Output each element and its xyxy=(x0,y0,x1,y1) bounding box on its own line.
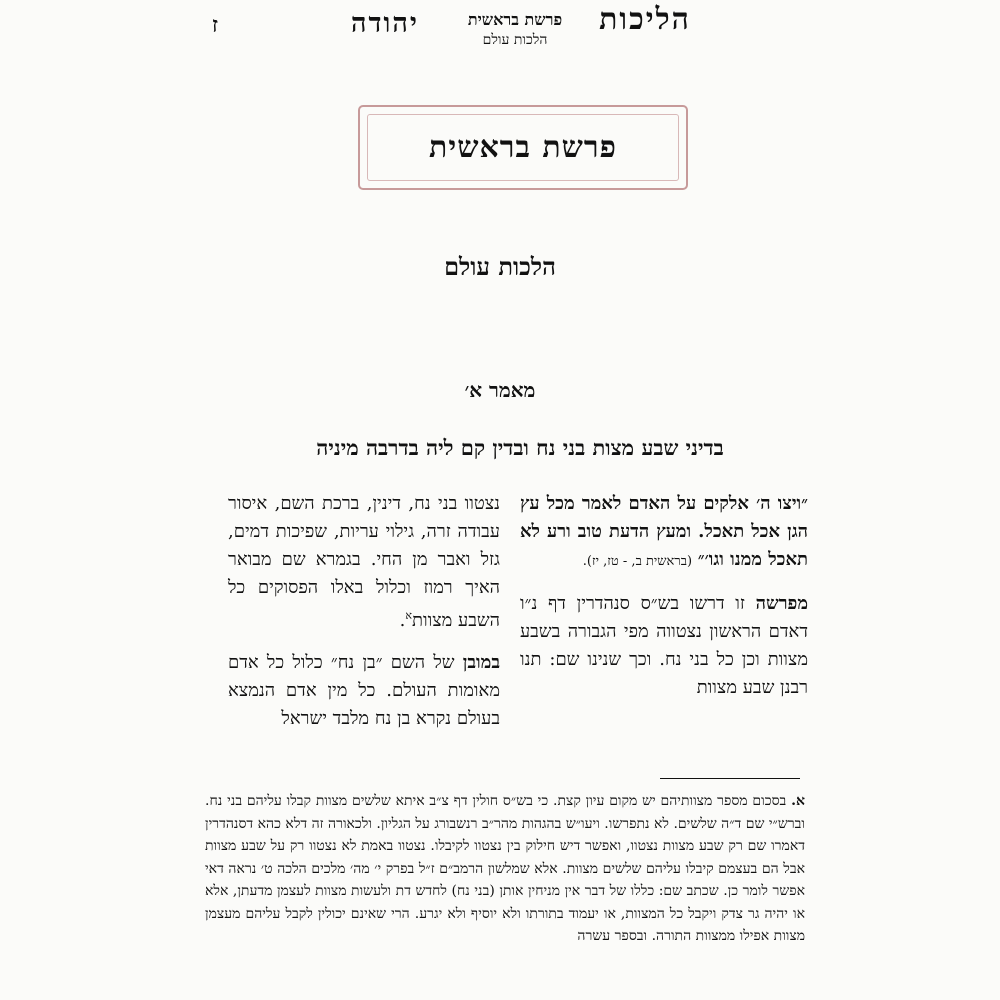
running-header-right: הליכות xyxy=(599,2,691,37)
footnote-text: בסכום מספר מצוותיהם יש מקום עיון קצת. כי בש״ס חולין דף צ״ב איתא שלשים מצוות קבלו עליהם בני נח. וברש״י שם ד״ה שלשים. לא נתפרשו. ויעו״ש בהגהות מהר״ב רנשבורג על הגליון. ולכאורה זה דלא כהא דסנהדרין דאמרו שם רק שבע מצוות נצטוו, ואפשר דיש חילוק בין נצטוו לקיבלו. נצטוו באמת לא נצטוו רק על שבע מצוות אבל הם בעצמם קיבלו עליהם שלשים מצוות. אלא שמלשון הרמב״ם ז״ל בפרק י׳ מה׳ מלכים הלכה ט׳ נראה דאי אפשר לומר כן. שכתב שם: כללו של דבר אין מניחין אותן (בני נח) לחדש דת ולעשות מצוות לעצמן מדעתן, אלא או יהיה גר צדק ויקבל כל המצוות, או יעמוד בתורתו ולא יוסיף ולא יגרע. הרי שאינם יכולין לקבל עליהם מעצמן מצוות אפילו ממצוות התורה. ובספר עשרה xyxy=(205,793,805,944)
topic-heading: בדיני שבע מצות בני נח ובדין קם ליה בדרבה מיניה xyxy=(316,435,724,460)
verse-quote: ״ויצו ה׳ אלקים על האדם לאמר מכל עץ הגן אכל תאכל. ומעץ הדעת טוב ורע לא תאכל ממנו וגו׳״ xyxy=(520,493,808,570)
mefaresh-text: זו דרשו בש״ס סנהדרין דף נ״ו דאדם הראשון נצטווה מפי הגבורה בשבע מצוות וכן כל בני נח. וכך שנינו שם: תנו רבנן שבע מצוות xyxy=(520,593,808,698)
running-header-center xyxy=(440,10,590,50)
footnote xyxy=(205,790,805,948)
section-subtitle: הלכות עולם xyxy=(444,252,556,281)
parasha-title-box xyxy=(358,105,688,190)
footnote-marker: א xyxy=(405,609,413,622)
parasha-title: פרשת בראשית xyxy=(429,130,617,165)
ben-noach-lead-word: במובן xyxy=(462,652,500,673)
mefaresh-lead-word: מפרשה xyxy=(755,593,808,614)
mefaresh-paragraph xyxy=(520,590,808,702)
running-header-subtitle: הלכות עולם xyxy=(482,32,548,48)
page-number: ז xyxy=(211,12,219,38)
text-column-left xyxy=(228,490,500,733)
running-header-left: יהודה xyxy=(350,8,420,39)
footnote-label: א. xyxy=(791,793,806,809)
mitzvot-text: נצטוו בני נח, דינין, ברכת השם, איסור עבודה זרה, גילוי עריות, שפיכות דמים, גזל ואבר מן החי. בגמרא שם מבואר האיך רמוז וכלול באלו הפסוקים כל השבע מצוות xyxy=(228,493,500,631)
footnote-divider xyxy=(660,778,800,779)
running-header-title: פרשת בראשית xyxy=(467,10,563,29)
mitzvot-paragraph: נצטוו בני נח, דינין, ברכת השם, איסור עבודה זרה, גילוי עריות, שפיכות דמים, גזל ואבר מן החי. בגמרא שם מבואר האיך רמוז וכלול באלו הפסוקים כל השבע מצוות$^א$. xyxy=(228,493,500,631)
ben-noach-text: של השם ״בן נח״ כלול כל אדם מאומות העולם. כל מין אדם הנמצא בעולם נקרא בן נח מלבד ישראל xyxy=(228,652,500,729)
verse-reference: (בראשית ב, - טז, יז). xyxy=(582,554,693,569)
text-column-right xyxy=(520,490,808,702)
opening-paragraph xyxy=(520,490,808,576)
chapter-heading: מאמר א׳ xyxy=(464,378,536,402)
ben-noach-paragraph xyxy=(228,649,500,733)
